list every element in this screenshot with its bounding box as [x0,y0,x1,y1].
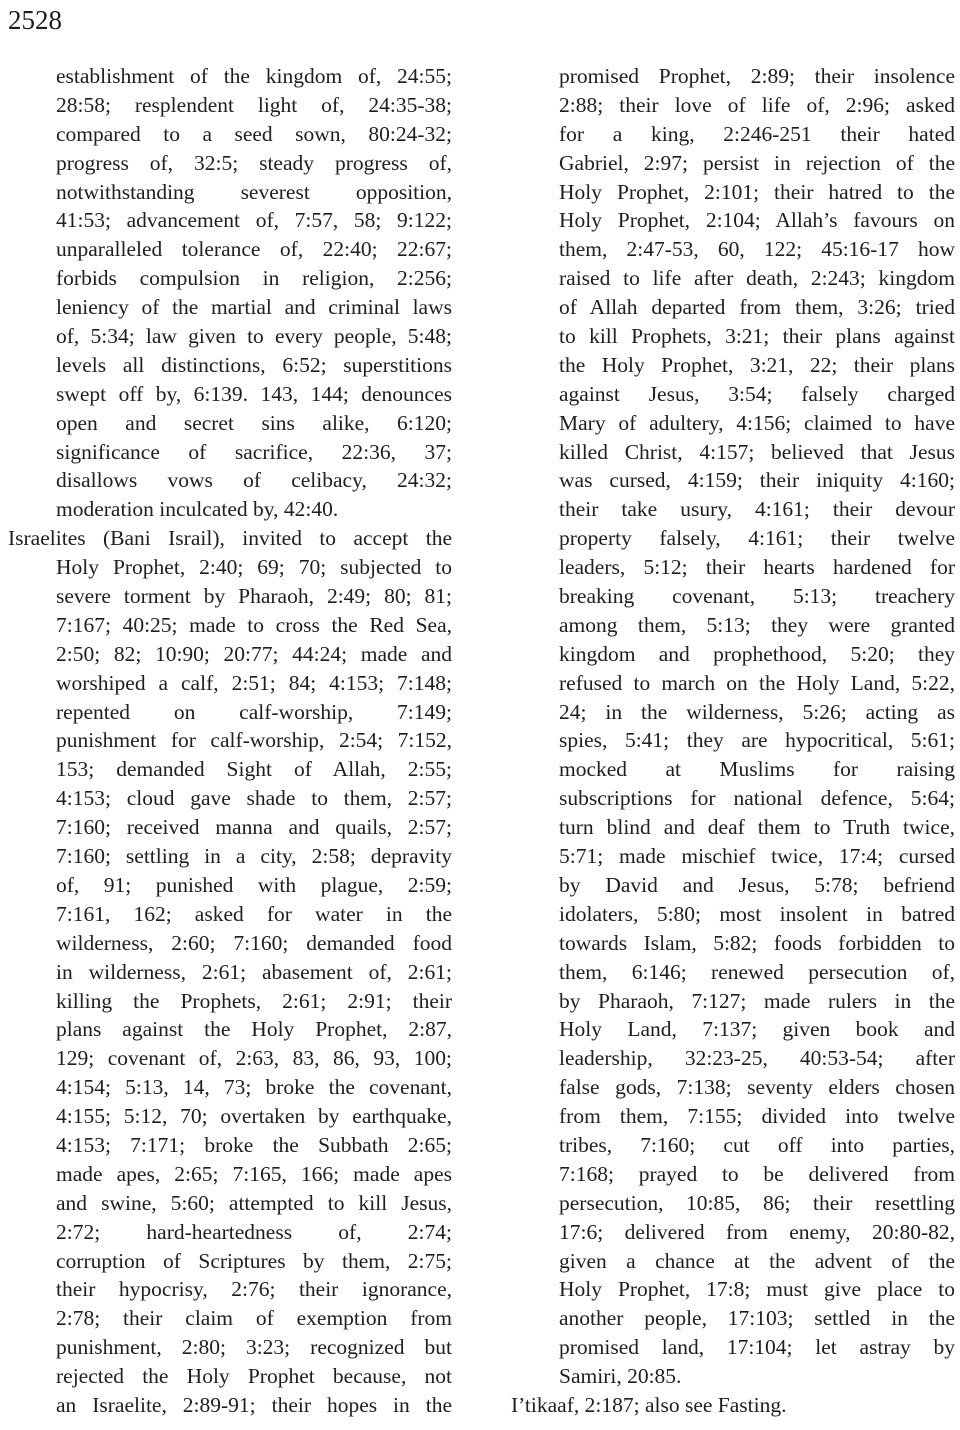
index-line: severe torment by Pharaoh, 2:49; 80; 81; [56,584,452,609]
index-line: 153; demanded Sight of Allah, 2:55; [56,757,452,782]
index-line: Samiri, 20:85. [559,1364,682,1389]
index-line: notwithstanding severest opposition, [56,179,452,204]
index-line: 2:88; their love of life of, 2:96; asked [559,92,955,117]
left-column [8,62,452,1420]
index-line: 4:153; cloud gave shade to them, 2:57; [56,786,452,811]
index-line: against Jesus, 3:54; falsely charged [559,381,955,406]
index-line: 7:160; received manna and quails, 2:57; [56,815,452,840]
index-line: mocked at Muslims for raising [559,757,955,782]
index-line: killing the Prophets, 2:61; 2:91; their [56,988,452,1013]
index-line: 4:154; 5:13, 14, 73; broke the covenant, [56,1075,452,1100]
index-line: significance of sacrifice, 22:36, 37; [56,439,452,464]
index-line: leadership, 32:23-25, 40:53-54; after [559,1046,955,1071]
index-line: them, 2:47-53, 60, 122; 45:16-17 how [559,237,955,262]
index-line: another people, 17:103; settled in the [559,1306,955,1331]
index-line: Holy Prophet, 2:104; Allah’s favours on [559,208,955,233]
index-line: Holy Prophet, 17:8; must give place to [559,1277,955,1302]
index-line: an Israelite, 2:89-91; their hopes in the [56,1392,452,1417]
index-line: worshiped a calf, 2:51; 84; 4:153; 7:148; [56,670,452,695]
index-line: moderation inculcated by, 42:40. [56,497,339,522]
index-line: them, 6:146; renewed persecution of, [559,959,955,984]
index-line: idolaters, 5:80; most insolent in batred [559,901,955,926]
index-line: and swine, 5:60; attempted to kill Jesus, [56,1190,452,1215]
index-line: swept off by, 6:139. 143, 144; denounces [56,381,452,406]
index-line: of, 91; punished with plague, 2:59; [56,872,452,897]
index-line: of, 5:34; law given to every people, 5:48; [56,324,452,349]
index-line: promised land, 17:104; let astray by [559,1335,955,1360]
index-line: open and secret sins alike, 6:120; [56,410,452,435]
index-entry-heading: Israelites (Bani Israil), invited to accept the [8,526,452,551]
index-line: 129; covenant of, 2:63, 83, 86, 93, 100; [56,1046,452,1071]
index-line: Mary of adultery, 4:156; claimed to have [559,410,955,435]
index-line: for a king, 2:246-251 their hated [559,121,955,146]
index-line: repented on calf-worship, 7:149; [56,699,452,724]
index-line: 24; in the wilderness, 5:26; acting as [559,699,955,724]
index-line: to kill Prophets, 3:21; their plans against [559,324,955,349]
index-line: Holy Land, 7:137; given book and [559,1017,955,1042]
index-line: disallows vows of celibacy, 24:32; [56,468,452,493]
page-number: 2528 [8,5,62,35]
right-column [511,62,955,1420]
index-line: 41:53; advancement of, 7:57, 58; 9:122; [56,208,452,233]
index-line: of Allah departed from them, 3:26; tried [559,295,955,320]
continued-index-entry [56,62,452,524]
index-line: 2:50; 82; 10:90; 20:77; 44:24; made and [56,641,452,666]
index-line: turn blind and deaf them to Truth twice, [559,815,955,840]
index-line: the Holy Prophet, 3:21, 22; their plans [559,352,955,377]
index-line: raised to life after death, 2:243; kingdom [559,266,955,291]
index-line: punishment, 2:80; 3:23; recognized but [56,1335,452,1360]
index-line: false gods, 7:138; seventy elders chosen [559,1075,955,1100]
index-line: towards Islam, 5:82; foods forbidden to [559,930,955,955]
index-line: rejected the Holy Prophet because, not [56,1364,452,1389]
index-line: corruption of Scriptures by them, 2:75; [56,1248,452,1273]
index-line: subscriptions for national defence, 5:64; [559,786,955,811]
index-line: 2:72; hard-heartedness of, 2:74; [56,1219,452,1244]
index-line: by David and Jesus, 5:78; befriend [559,872,955,897]
index-line: 7:167; 40:25; made to cross the Red Sea, [56,612,452,637]
index-line: property falsely, 4:161; their twelve [559,526,955,551]
index-line: 4:153; 7:171; broke the Subbath 2:65; [56,1132,452,1157]
index-line: unparalleled tolerance of, 22:40; 22:67; [56,237,452,262]
index-line: persecution, 10:85, 86; their resettling [559,1190,955,1215]
index-line: spies, 5:41; they are hypocritical, 5:61; [559,728,955,753]
index-entry-itikaaf [511,1391,955,1420]
index-line: 17:6; delivered from enemy, 20:80-82, [559,1219,955,1244]
index-line: promised Prophet, 2:89; their insolence [559,64,955,88]
index-entry-heading: I’tikaaf, 2:187; also see Fasting. [511,1392,787,1417]
index-line: in wilderness, 2:61; abasement of, 2:61; [56,959,452,984]
index-line: 7:160; settling in a city, 2:58; depravity [56,844,452,869]
index-line: wilderness, 2:60; 7:160; demanded food [56,930,452,955]
index-line: establishment of the kingdom of, 24:55; [56,64,452,88]
index-line: Holy Prophet, 2:40; 69; 70; subjected to [56,555,452,580]
index-line: refused to march on the Holy Land, 5:22, [559,670,955,695]
index-line: tribes, 7:160; cut off into parties, [559,1132,955,1157]
index-line: from them, 7:155; divided into twelve [559,1104,955,1129]
index-line: 5:71; made mischief twice, 17:4; cursed [559,844,955,869]
continued-index-entry [559,62,955,1391]
index-line: given a chance at the advent of the [559,1248,955,1273]
index-line: levels all distinctions, 6:52; superstitions [56,352,452,377]
index-line: their hypocrisy, 2:76; their ignorance, [56,1277,452,1302]
index-line: 2:78; their claim of exemption from [56,1306,452,1331]
index-line: was cursed, 4:159; their iniquity 4:160; [559,468,955,493]
index-line: progress of, 32:5; steady progress of, [56,150,452,175]
index-entry-israelites [8,524,452,1420]
index-line: 28:58; resplendent light of, 24:35-38; [56,92,452,117]
index-line: leaders, 5:12; their hearts hardened for [559,555,955,580]
index-line: forbids compulsion in religion, 2:256; [56,266,452,291]
index-line: their take usury, 4:161; their devour [559,497,955,522]
index-line: leniency of the martial and criminal laws [56,295,452,320]
index-line: among them, 5:13; they were granted [559,612,955,637]
index-line: killed Christ, 4:157; believed that Jesus [559,439,955,464]
index-line: Gabriel, 2:97; persist in rejection of the [559,150,955,175]
index-line: 7:168; prayed to be delivered from [559,1161,955,1186]
index-line: kingdom and prophethood, 5:20; they [559,641,955,666]
index-line: compared to a seed sown, 80:24-32; [56,121,452,146]
index-line: plans against the Holy Prophet, 2:87, [56,1017,452,1042]
index-line: made apes, 2:65; 7:165, 166; made apes [56,1161,452,1186]
index-line: by Pharaoh, 7:127; made rulers in the [559,988,955,1013]
index-line: breaking covenant, 5:13; treachery [559,584,955,609]
index-line: punishment for calf-worship, 2:54; 7:152, [56,728,452,753]
index-line: Holy Prophet, 2:101; their hatred to the [559,179,955,204]
index-line: 4:155; 5:12, 70; overtaken by earthquake, [56,1104,452,1129]
index-line: 7:161, 162; asked for water in the [56,901,452,926]
